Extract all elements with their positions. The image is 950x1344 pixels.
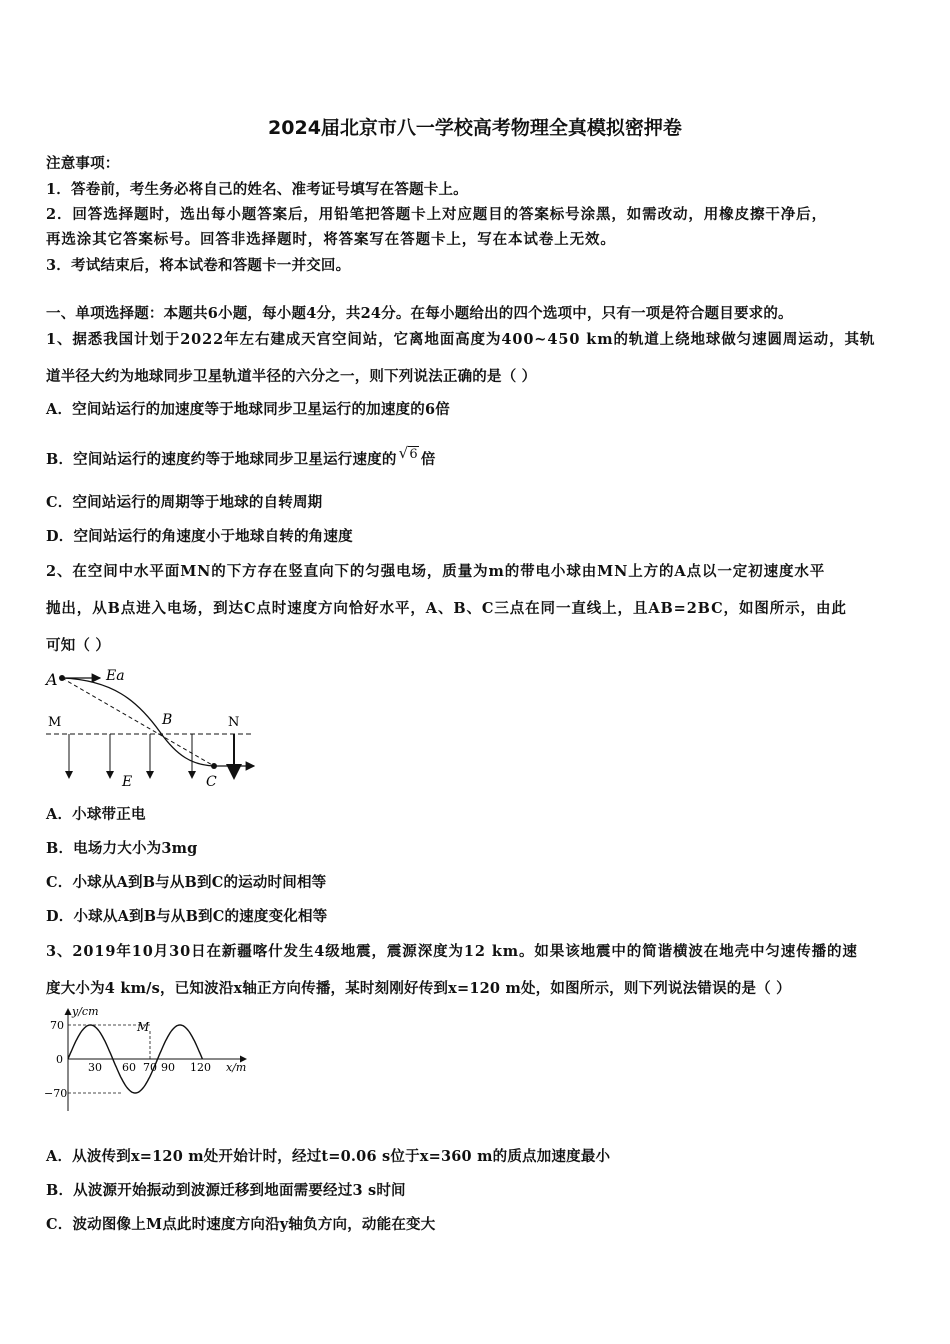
notice-item-3: 3．考试结束后，将本试卷和答题卡一并交回。	[46, 257, 351, 274]
q2-option-c: C．小球从A到B与从B到C的运动时间相等	[46, 874, 327, 891]
q2-stem-line2: 抛出，从B点进入电场，到达C点时速度方向恰好水平，A、B、C三点在同一直线上，且AB=2BC，如图所示，由此	[46, 600, 847, 617]
q1-stem-line2: 道半径大约为地球同步卫星轨道半径的六分之一，则下列说法正确的是（ ）	[46, 368, 537, 385]
exam-title: 2024届北京市八一学校高考物理全真模拟密押卷	[268, 117, 682, 139]
q3-option-a: A．从波传到x=120 m处开始计时，经过t=0.06 s位于x=360 m的质点加速度最小	[46, 1148, 611, 1165]
x-tick-30: 30	[88, 1061, 102, 1074]
label-n: N	[228, 715, 240, 730]
q1-option-b	[46, 444, 436, 469]
q1-option-a: A．空间站运行的加速度等于地球同步卫星运行的加速度的6倍	[46, 401, 450, 418]
q3-option-c: C．波动图像上M点此时速度方向沿y轴负方向，动能在变大	[46, 1216, 436, 1233]
point-m-label: M	[137, 1020, 150, 1034]
label-ea: Ea	[106, 668, 125, 684]
q2-option-b: B．电场力大小为3mg	[46, 840, 198, 857]
section-heading: 一、单项选择题：本题共6小题，每小题4分，共24分。在每小题给出的四个选项中，只有一项是符合题目要求的。	[46, 305, 793, 322]
x-tick-60: 60	[122, 1061, 136, 1074]
x-axis-label: x/m	[226, 1061, 247, 1074]
q1-option-b-text: B．空间站运行的速度约等于地球同步卫星运行速度的	[46, 451, 397, 468]
y-axis-label: y/cm	[72, 1005, 99, 1018]
q2-option-d: D．小球从A到B与从B到C的速度变化相等	[46, 908, 328, 925]
label-b: B	[162, 712, 173, 728]
q1-option-d: D．空间站运行的角速度小于地球自转的角速度	[46, 528, 353, 545]
x-tick-70: 70	[143, 1061, 157, 1074]
label-c: C	[206, 774, 217, 790]
label-m: M	[48, 715, 62, 730]
q2-option-a: A．小球带正电	[46, 806, 146, 823]
label-e: E	[122, 774, 133, 790]
x-tick-90: 90	[161, 1061, 175, 1074]
sqrt-symbol: √6	[398, 444, 418, 462]
sqrt-argument: 6	[409, 447, 418, 462]
q1-option-c: C．空间站运行的周期等于地球的自转周期	[46, 494, 323, 511]
y-tick-0: 0	[56, 1053, 63, 1066]
q3-stem-line2: 度大小为4 km/s，已知波沿x轴正方向传播，某时刻刚好传到x=120 m处，如图所示，则下列说法错误的是（ ）	[46, 980, 791, 997]
notice-item-1: 1．答卷前，考生务必将自己的姓名、准考证号填写在答题卡上。	[46, 181, 468, 198]
notice-heading: 注意事项：	[46, 155, 120, 172]
point-c-dot	[211, 763, 217, 769]
q1-stem-line1: 1、据悉我国计划于2022年左右建成天宫空间站，它离地面高度为400~450 km的轨道上绕地球做匀速圆周运动，其轨	[46, 331, 876, 348]
q1-option-b-suffix: 倍	[420, 451, 436, 468]
q2-field-figure	[42, 660, 262, 790]
q3-option-b: B．从波源开始振动到波源迁移到地面需要经过3 s时间	[46, 1182, 406, 1199]
q3-wave-graph	[40, 1005, 255, 1117]
y-tick-70: 70	[50, 1019, 64, 1032]
q2-stem-line3: 可知（ ）	[46, 637, 111, 654]
q2-stem-line1: 2、在空间中水平面MN的下方存在竖直向下的匀强电场，质量为m的带电小球由MN上方的A点以一定初速度水平	[46, 563, 826, 580]
q3-stem-line1: 3、2019年10月30日在新疆喀什发生4级地震，震源深度为12 km。如果该地震中的简谐横波在地壳中匀速传播的速	[46, 943, 858, 960]
notice-item-2: 2．回答选择题时，选出每小题答案后，用铅笔把答题卡上对应题目的答案标号涂黑，如需改动，用橡皮擦干净后，	[46, 206, 827, 223]
notice-item-2-cont: 再选涂其它答案标号。回答非选择题时，将答案写在答题卡上，写在本试卷上无效。	[46, 231, 616, 248]
abc-dashed-line	[62, 678, 214, 766]
y-tick-minus70: −70	[44, 1087, 68, 1100]
label-a: A	[46, 670, 58, 689]
x-tick-120: 120	[190, 1061, 211, 1074]
point-a-dot	[59, 675, 65, 681]
